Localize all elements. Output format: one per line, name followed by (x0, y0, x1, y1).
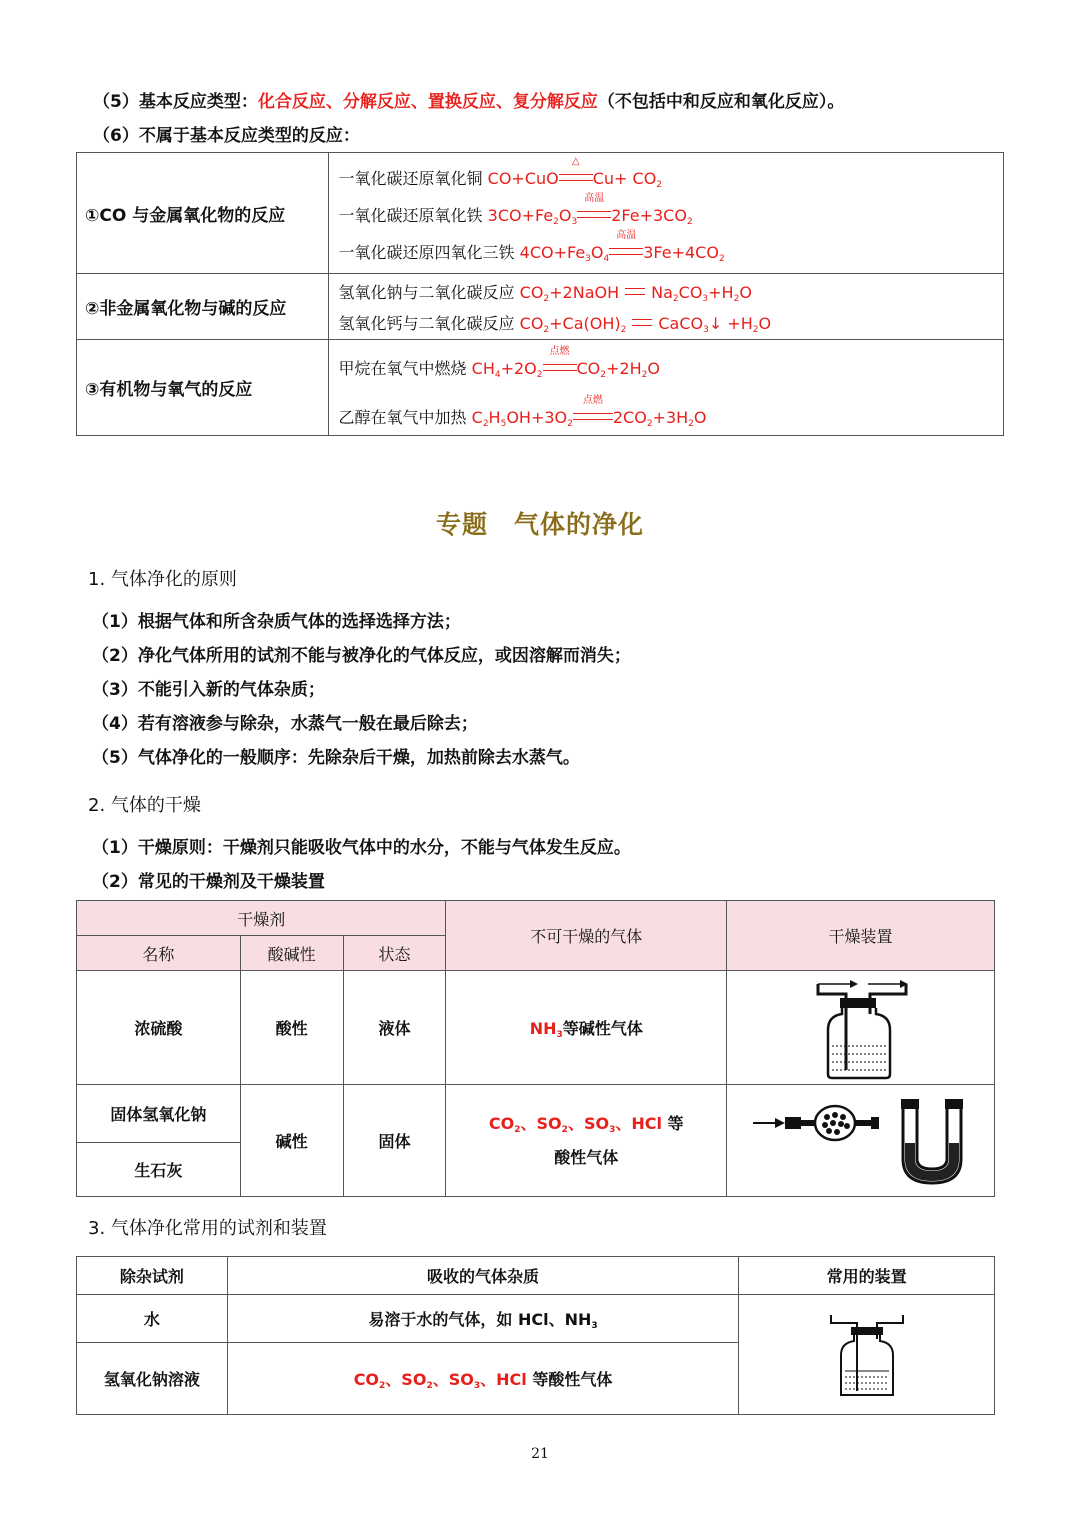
list-item: （5）气体净化的一般顺序：先除杂后干燥，加热前除去水蒸气。 (92, 748, 580, 768)
chem-equation: $C_2H_5OH+3O_2$ 点燃 $2CO_2+3H_2O$ (471, 394, 707, 429)
header-reagent: 除杂试剂 (77, 1257, 228, 1295)
table-row (77, 274, 1004, 340)
chem-equation: $CO_2+Ca(OH)_2$ CaCO$_3$↓ $+H_2O$ (519, 313, 772, 335)
header-cannot-dry: 不可干燥的气体 (446, 901, 727, 971)
header-device: 常用的装置 (739, 1257, 995, 1295)
header-impurity: 吸收的气体杂质 (227, 1257, 738, 1295)
basic-reaction-types: 化合反应、分解反应、置换反应、复分解反应 (257, 92, 598, 112)
chem-equation: $CO_2+2NaOH$ $Na_2CO_3+H_2O$ (519, 282, 752, 304)
table-row (77, 971, 995, 1085)
cannot-dry-gases: $NH_3$等碱性气体 (446, 971, 727, 1085)
list-item: （1）根据气体和所含杂质气体的选择选择方法； (92, 612, 461, 632)
purification-device-cell (739, 1295, 995, 1415)
row-label: ①CO 与金属氧化物的反应 (77, 153, 329, 274)
table-row (77, 1257, 995, 1295)
desiccant-acidity: 酸性 (240, 971, 343, 1085)
table-row (77, 153, 1004, 274)
header-name: 名称 (77, 936, 241, 971)
purification-table (76, 1256, 995, 1415)
equation-line: 一氧化碳还原四氧化三铁 $4CO+Fe_3O_4$ 高温 $3Fe+4CO_2$ (338, 229, 725, 264)
equation-line: 一氧化碳还原氧化铜 CO+CuO △ $Cu+ CO_2$ (338, 155, 663, 190)
heading-purification-reagents: 3. 气体净化常用的试剂和装置 (88, 1218, 327, 1239)
desiccant-state: 固体 (343, 1085, 446, 1197)
equation-line: 甲烷在氧气中燃烧 $CH_4+2O_2$ 点燃 $CO_2+2H_2O$ (338, 345, 660, 380)
gas-washing-bottle-icon (806, 974, 916, 1082)
page-number: 21 (531, 1446, 549, 1462)
reaction-condition: 高温 (577, 206, 611, 225)
equation-line: 乙醇在氧气中加热 $C_2H_5OH+3O_2$ 点燃 $2CO_2+3H_2O$ (338, 394, 707, 429)
desiccant-name: 固体氢氧化钠 (77, 1085, 241, 1143)
equation-line: 一氧化碳还原氧化铁 $3CO+Fe_2O_3$ 高温 $2Fe+3CO_2$ (338, 192, 693, 227)
drying-device-cell (727, 1085, 995, 1197)
header-desiccant: 干燥剂 (77, 901, 446, 936)
table-row (77, 1295, 995, 1343)
drying-tube-icon (751, 1093, 971, 1189)
chem-equation: $4CO+Fe_3O_4$ 高温 $3Fe+4CO_2$ (519, 229, 725, 264)
header-acidity: 酸碱性 (240, 936, 343, 971)
list-item: （2）常见的干燥剂及干燥装置 (92, 872, 325, 892)
drying-table (76, 900, 995, 1197)
list-item: （3）不能引入新的气体杂质； (92, 680, 325, 700)
heading-gas-drying: 2. 气体的干燥 (88, 795, 201, 816)
header-device: 干燥装置 (727, 901, 995, 971)
table-row (77, 340, 1004, 436)
equation-line: 氢氧化钙与二氧化碳反应 $CO_2+Ca(OH)_2$ CaCO$_3$↓ $+H_2O$ (338, 313, 772, 335)
reaction-condition: 点燃 (543, 359, 577, 378)
header-state: 状态 (343, 936, 446, 971)
reaction-table (76, 152, 1004, 436)
reaction-types-line: （5）基本反应类型：化合反应、分解反应、置换反应、复分解反应（不包括中和反应和氧化反应）。 (93, 92, 845, 112)
list-item: （1）干燥原则：干燥剂只能吸收气体中的水分，不能与气体发生反应。 (92, 838, 631, 858)
chem-equation: $3CO+Fe_2O_3$ 高温 $2Fe+3CO_2$ (487, 192, 693, 227)
reaction-condition: 点燃 (573, 408, 613, 427)
cannot-dry-gases: $CO_2$、$SO_2$、$SO_3$、HCl 等 酸性气体 (446, 1085, 727, 1197)
chem-equation: CO+CuO △ $Cu+ CO_2$ (487, 155, 663, 190)
reaction-condition: 高温 (609, 243, 643, 262)
drying-device-cell (727, 971, 995, 1085)
desiccant-name: 浓硫酸 (77, 971, 241, 1085)
section-title: 专题 气体的净化 (435, 510, 644, 539)
gas-washing-bottle-icon (827, 1309, 907, 1401)
reaction-condition: △ (559, 169, 593, 188)
non-basic-reactions-line: （6）不属于基本反应类型的反应： (93, 126, 360, 146)
desiccant-name: 生石灰 (77, 1143, 241, 1197)
reagent-name: 水 (77, 1295, 228, 1343)
impurity-gases: 易溶于水的气体，如 HCl、$NH_3$ (227, 1295, 738, 1343)
table-row (77, 901, 995, 936)
chem-equation: $CH_4+2O_2$ 点燃 $CO_2+2H_2O$ (471, 345, 660, 380)
heading-purification-principles: 1. 气体净化的原则 (88, 569, 237, 590)
row-label: ③有机物与氧气的反应 (77, 340, 329, 436)
list-item: （2）净化气体所用的试剂不能与被净化的气体反应，或因溶解而消失； (92, 646, 631, 666)
desiccant-acidity: 碱性 (240, 1085, 343, 1197)
list-item: （4）若有溶液参与除杂，水蒸气一般在最后除去； (92, 714, 478, 734)
table-row (77, 1085, 995, 1143)
row-label: ②非金属氧化物与碱的反应 (77, 274, 329, 340)
impurity-gases: $CO_2$、$SO_2$、$SO_3$、HCl 等酸性气体 (227, 1343, 738, 1415)
reagent-name: 氢氧化钠溶液 (77, 1343, 228, 1415)
desiccant-state: 液体 (343, 971, 446, 1085)
equation-line: 氢氧化钠与二氧化碳反应 $CO_2+2NaOH$ $Na_2CO_3+H_2O$ (338, 282, 752, 304)
